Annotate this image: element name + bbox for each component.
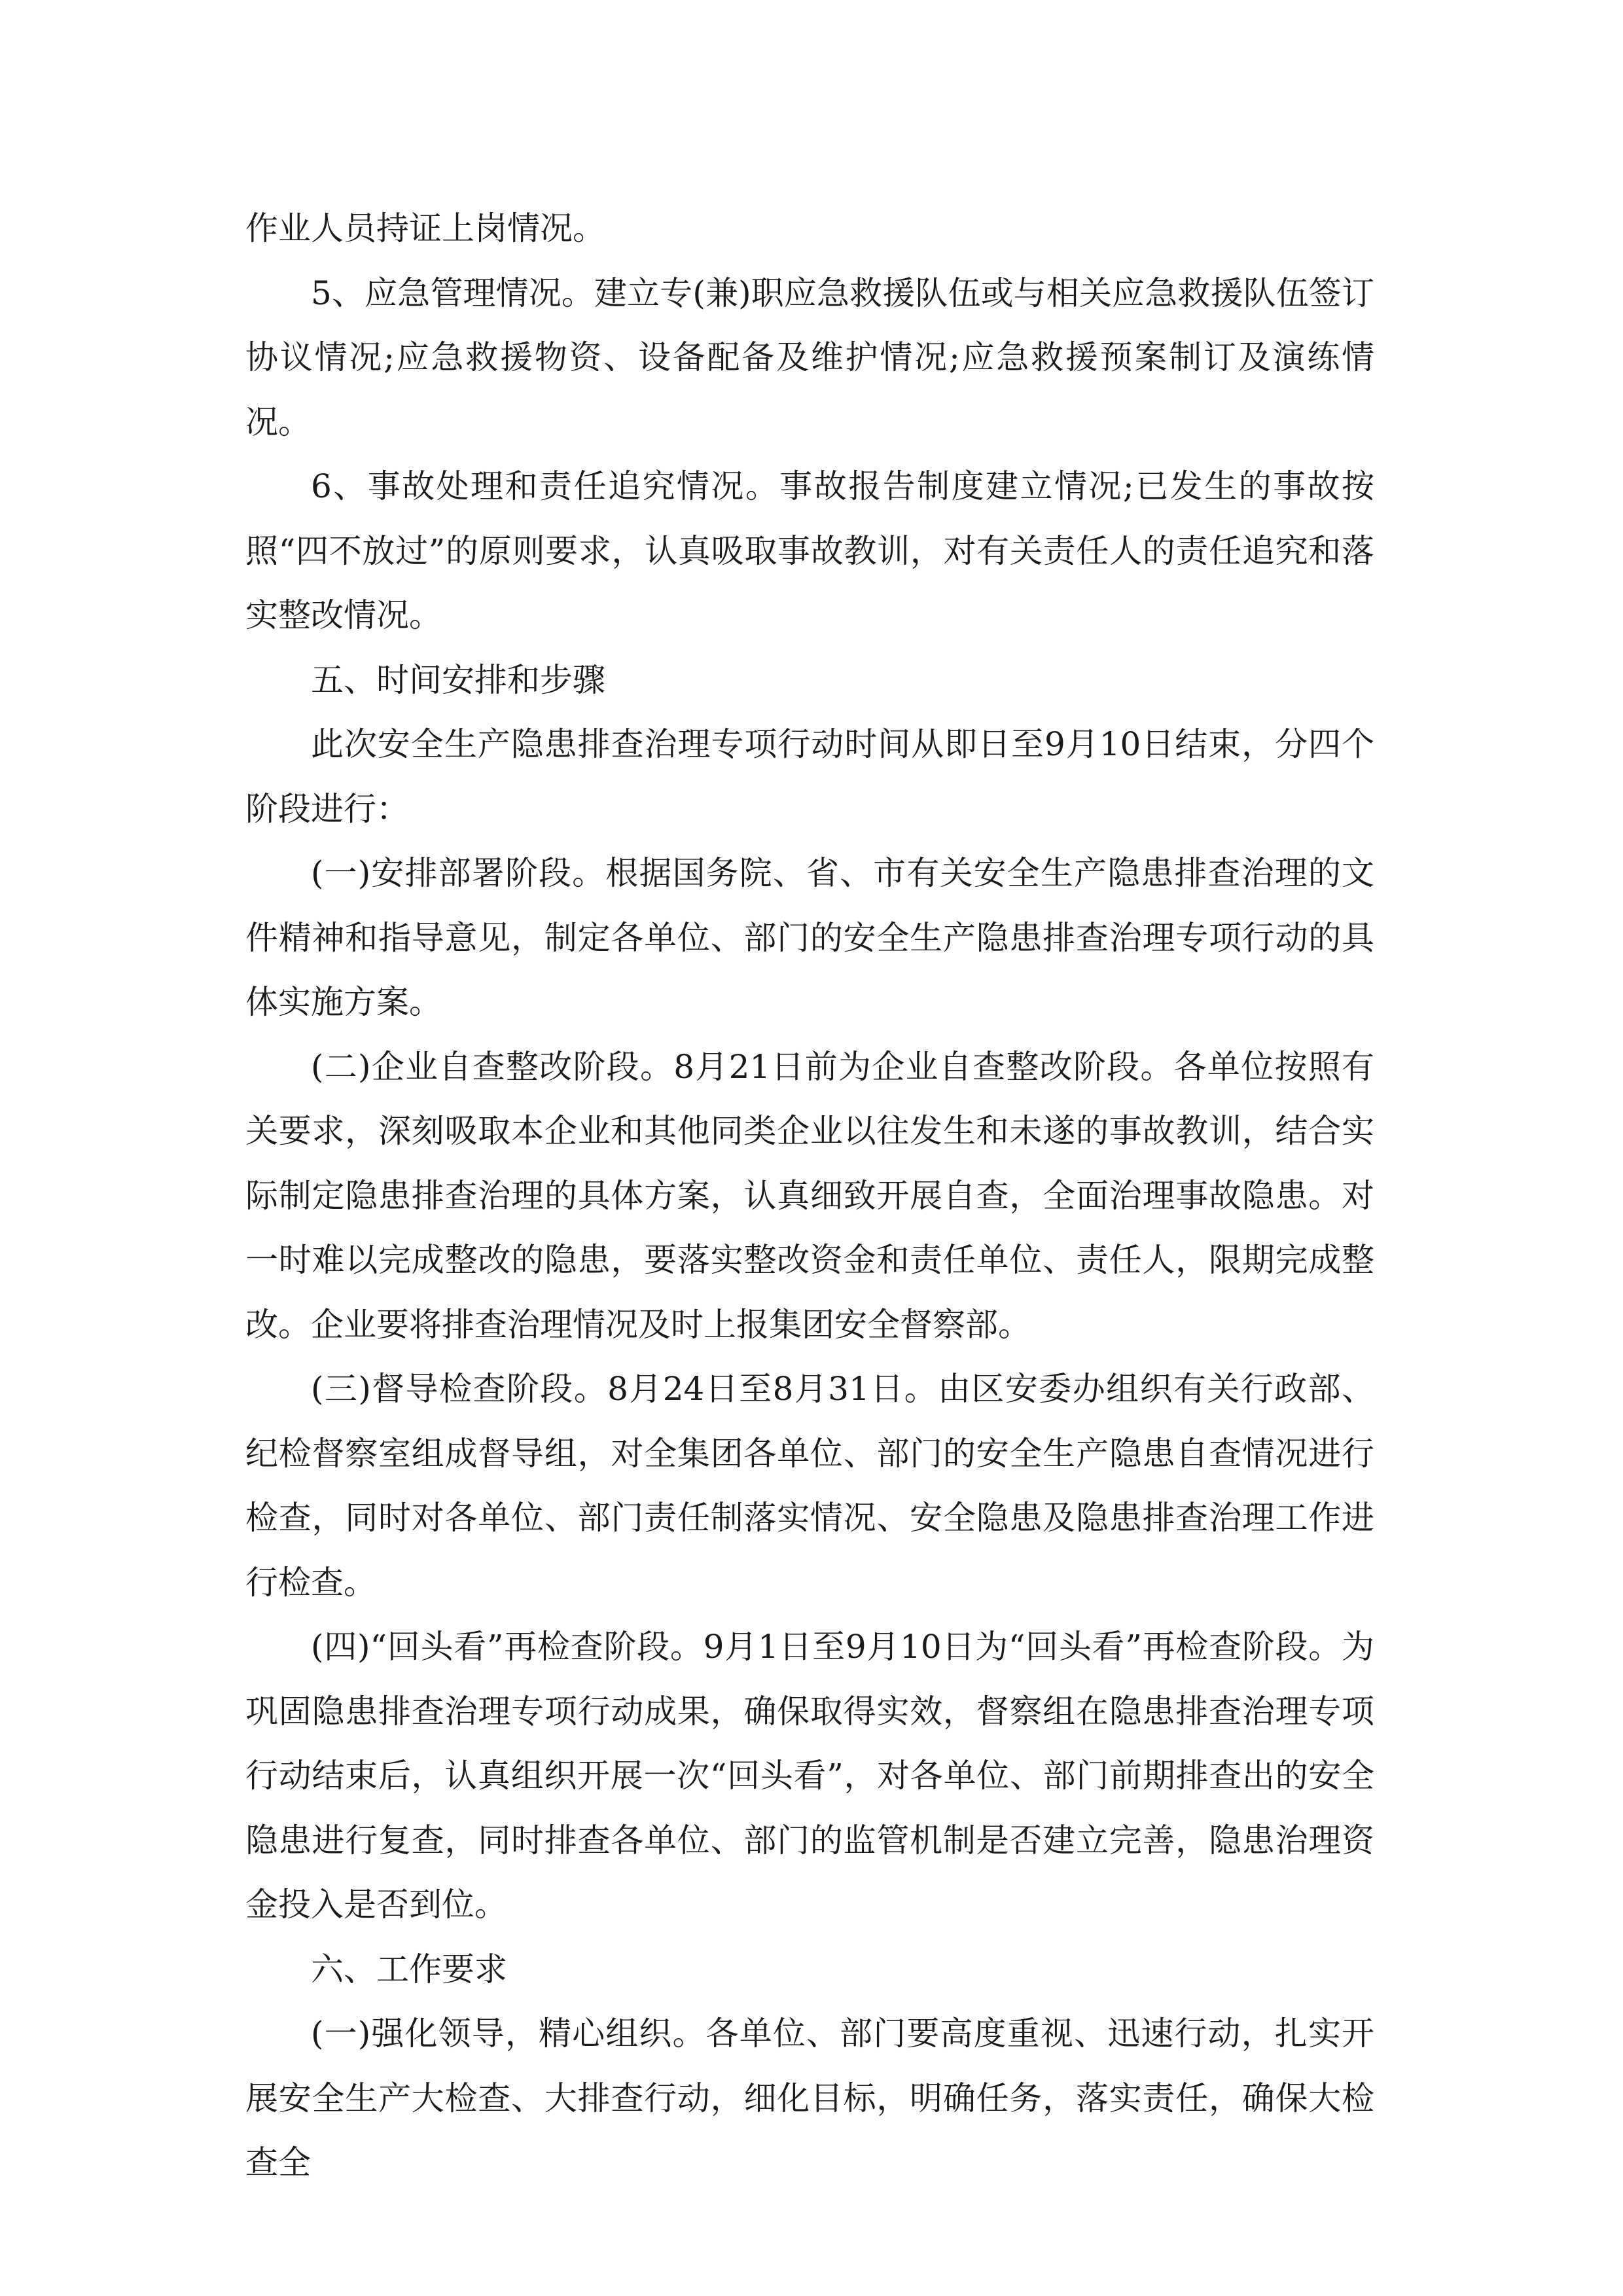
document-body <box>245 196 1374 2195</box>
paragraph-stage-3: (三)督导检查阶段。8月24日至8月31日。由区安委办组织有关行政部、纪检督察室组成督导组，对全集团各单位、部门的安全生产隐患自查情况进行检查，同时对各单位、部门责任制落实情况、安全隐患及隐患排查治理工作进行检查。 <box>245 1370 1374 1602</box>
paragraph-continuation: 作业人员持证上岗情况。 <box>245 209 605 247</box>
paragraph-stage-2: (二)企业自查整改阶段。8月21日前为企业自查整改阶段。各单位按照有关要求，深刻吸取本企业和其他同类企业以往发生和未遂的事故教训，结合实际制定隐患排查治理的具体方案，认真细致开展自查，全面治理事故隐患。对一时难以完成整改的隐患，要落实整改资金和责任单位、责任人，限期完成整改。企业要将排查治理情况及时上报集团安全督察部。 <box>245 1047 1374 1344</box>
heading-schedule-and-steps: 五、时间安排和步骤 <box>311 660 605 699</box>
paragraph-requirement-1: (一)强化领导，精心组织。各单位、部门要高度重视、迅速行动，扎实开展安全生产大检查、大排查行动，细化目标，明确任务，落实责任，确保大检查全 <box>245 2015 1374 2181</box>
heading-work-requirements: 六、工作要求 <box>311 1950 507 1988</box>
paragraph-emergency-management: 5、应急管理情况。建立专(兼)职应急救援队伍或与相关应急救援队伍签订协议情况;应急救援物资、设备配备及维护情况;应急救援预案制订及演练情况。 <box>245 274 1374 441</box>
paragraph-stage-1: (一)安排部署阶段。根据国务院、省、市有关安全生产隐患排查治理的文件精神和指导意见，制定各单位、部门的安全生产隐患排查治理专项行动的具体实施方案。 <box>245 854 1374 1021</box>
paragraph-schedule-intro: 此次安全生产隐患排查治理专项行动时间从即日至9月10日结束，分四个阶段进行： <box>245 725 1374 828</box>
paragraph-accident-handling: 6、事故处理和责任追究情况。事故报告制度建立情况;已发生的事故按照“四不放过”的原则要求，认真吸取事故教训，对有关责任人的责任追究和落实整改情况。 <box>245 467 1374 634</box>
paragraph-stage-4: (四)“回头看”再检查阶段。9月1日至9月10日为“回头看”再检查阶段。为巩固隐患排查治理专项行动成果，确保取得实效，督察组在隐患排查治理专项行动结束后，认真组织开展一次“回头看”，对各单位、部门前期排查出的安全隐患进行复查，同时排查各单位、部门的监管机制是否建立完善，隐患治理资金投入是否到位。 <box>245 1628 1374 1924</box>
